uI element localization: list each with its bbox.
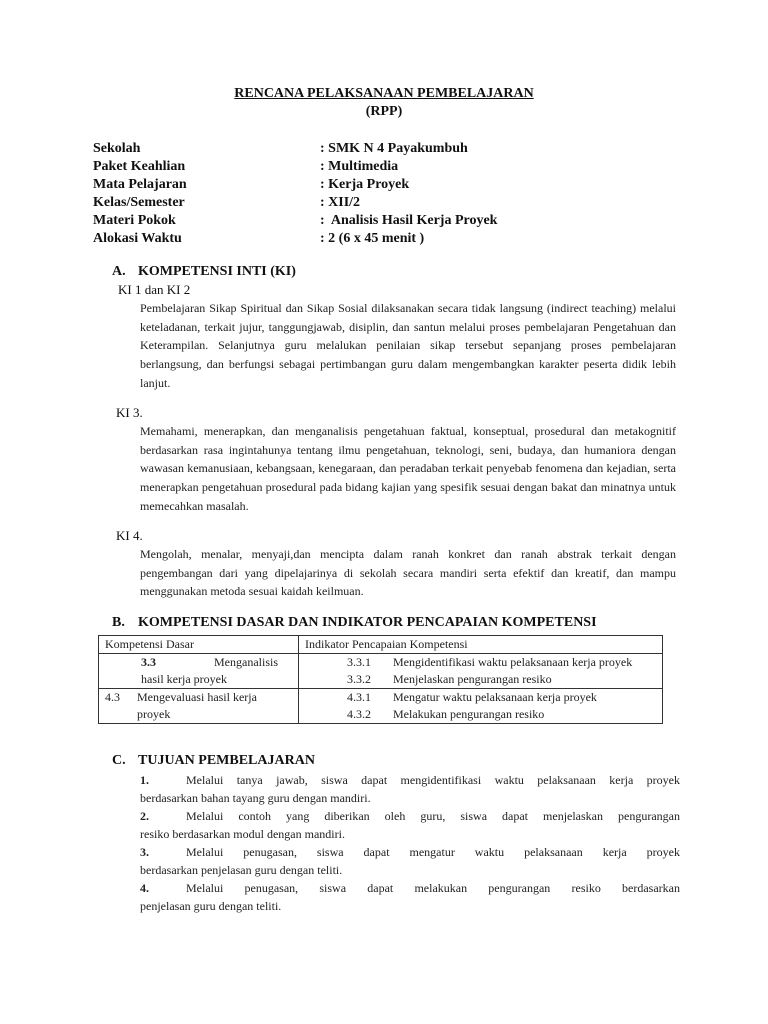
section-letter: B. — [112, 615, 125, 630]
list-item — [140, 843, 680, 879]
kd-text: Menganalisis — [214, 655, 278, 669]
info-value: : XII/2 — [320, 195, 361, 210]
ki4-label: KI 4. — [116, 528, 143, 543]
info-label: Kelas/Semester — [93, 195, 185, 210]
info-label: Materi Pokok — [93, 213, 176, 228]
info-value: : SMK N 4 Payakumbuh — [320, 141, 468, 156]
info-value: : Kerja Proyek — [320, 177, 410, 192]
info-label: Mata Pelajaran — [93, 177, 187, 192]
item-line: berdasarkan bahan tayang guru dengan mandiri. — [140, 791, 371, 805]
section-c-heading — [112, 753, 315, 769]
ki12-label: KI 1 dan KI 2 — [118, 282, 191, 297]
identity-block — [93, 140, 497, 248]
column-header-kd: Kompetensi Dasar — [99, 636, 299, 654]
info-label: Sekolah — [93, 141, 141, 156]
objectives-list — [140, 771, 680, 915]
kd-text-cont: hasil kerja proyek — [141, 672, 227, 686]
section-title: TUJUAN PEMBELAJARAN — [138, 753, 315, 768]
kd-number: 3.3 — [141, 655, 156, 669]
info-row — [93, 212, 497, 230]
section-a-heading — [112, 264, 296, 280]
item-line: Melalui penugasan, siswa dapat mengatur waktu pelaksanaan kerja proyek — [186, 845, 680, 859]
item-line: Melalui penugasan, siswa dapat melakukan pengurangan resiko berdasarkan — [186, 881, 680, 895]
item-line: berdasarkan penjelasan guru dengan teliti. — [140, 863, 343, 877]
item-number: 2. — [140, 809, 149, 823]
info-row — [93, 194, 497, 212]
info-value: : Multimedia — [320, 159, 399, 174]
info-row — [93, 230, 497, 248]
table-header-row — [99, 636, 663, 654]
section-b-heading — [112, 615, 597, 631]
table-row — [99, 689, 663, 724]
list-item — [140, 807, 680, 843]
item-number: 3. — [140, 845, 149, 859]
document-subtitle: (RPP) — [365, 104, 403, 119]
section-letter: A. — [112, 264, 126, 279]
indicator-cell — [299, 654, 663, 689]
info-value: : 2 (6 x 45 menit ) — [320, 231, 425, 246]
table-row — [99, 654, 663, 689]
indicator-text: Mengatur waktu pelaksanaan kerja proyek — [393, 690, 597, 704]
item-line: penjelasan guru dengan teliti. — [140, 899, 282, 913]
info-value: : Analisis Hasil Kerja Proyek — [320, 213, 498, 228]
kd-cell — [99, 689, 299, 724]
kd-cell — [99, 654, 299, 689]
indicator-cell — [299, 689, 663, 724]
column-header-indicator: Indikator Pencapaian Kompetensi — [299, 636, 663, 654]
document-title: RENCANA PELAKSANAAN PEMBELAJARAN — [234, 86, 534, 101]
ki4-paragraph: Mengolah, menalar, menyaji,dan mencipta dalam ranah konkret dan ranah abstrak terkait dengan pengembangan dari yang dipelajarinya di sekolah secara mandiri serta efektif dan kreatif, dan mampu menggunakan metoda sesuai kaidah keilmuan. — [140, 547, 676, 599]
section-title: KOMPETENSI INTI (KI) — [138, 264, 296, 279]
item-line: Melalui tanya jawab, siswa dapat mengidentifikasi waktu pelaksanaan kerja proyek — [186, 773, 680, 787]
kd-text: Mengevaluasi hasil kerja proyek — [137, 690, 257, 721]
indicator-text: Melakukan pengurangan resiko — [393, 707, 545, 721]
indicator-number: 3.3.1 — [347, 655, 371, 669]
ki3-paragraph: Memahami, menerapkan, dan menganalisis pengetahuan faktual, konseptual, prosedural dan metakognitif berdasarkan rasa ingintahunya tentang ilmu pengetahuan, teknologi, seni, budaya, dan humaniora dengan wawasan kemanusiaan, kebangsaan, kenegaraan, dan peradaban terkait penyebab fenomena dan kejadian, serta menerapkan pengetahuan prosedural pada bidang kajian yang spesifik sesuai dengan bakat dan minatnya untuk memecahkan masalah. — [140, 424, 676, 513]
info-row — [93, 176, 497, 194]
section-title: KOMPETENSI DASAR DAN INDIKATOR PENCAPAIAN KOMPETENSI — [138, 615, 597, 630]
kd-number: 4.3 — [105, 690, 120, 704]
item-number: 1. — [140, 773, 149, 787]
info-label: Alokasi Waktu — [93, 231, 182, 246]
item-line: Melalui contoh yang diberikan oleh guru, siswa dapat menjelaskan pengurangan — [186, 809, 680, 823]
item-line: resiko berdasarkan modul dengan mandiri. — [140, 827, 345, 841]
indicator-item — [347, 689, 656, 706]
indicator-number: 4.3.2 — [347, 707, 371, 721]
indicator-text: Mengidentifikasi waktu pelaksanaan kerja proyek — [393, 655, 633, 669]
ki3-label: KI 3. — [116, 405, 143, 420]
section-letter: C. — [112, 753, 126, 768]
indicator-item — [347, 654, 656, 671]
indicator-text: Menjelaskan pengurangan resiko — [393, 672, 552, 686]
competency-table — [98, 635, 663, 724]
indicator-item — [347, 671, 656, 688]
info-row — [93, 140, 497, 158]
indicator-item — [347, 706, 656, 723]
indicator-number: 3.3.2 — [347, 672, 371, 686]
item-number: 4. — [140, 881, 149, 895]
list-item — [140, 771, 680, 807]
list-item — [140, 879, 680, 915]
info-label: Paket Keahlian — [93, 159, 186, 174]
info-row — [93, 158, 497, 176]
indicator-number: 4.3.1 — [347, 690, 371, 704]
ki12-paragraph: Pembelajaran Sikap Spiritual dan Sikap Sosial dilaksanakan secara tidak langsung (indirect teaching) melalui keteladanan, terkait jujur, tanggungjawab, disiplin, dan santun melalui proses pembelajaran Pengetahuan dan Keterampilan. Selanjutnya guru melalukan penilaian sikap tersebut sepanjang proses pembelajaran berlangsung, dan berfungsi sebagai pertimbangan guru dalam mengembangkan karakter peserta didik lebih lanjut. — [140, 301, 676, 390]
